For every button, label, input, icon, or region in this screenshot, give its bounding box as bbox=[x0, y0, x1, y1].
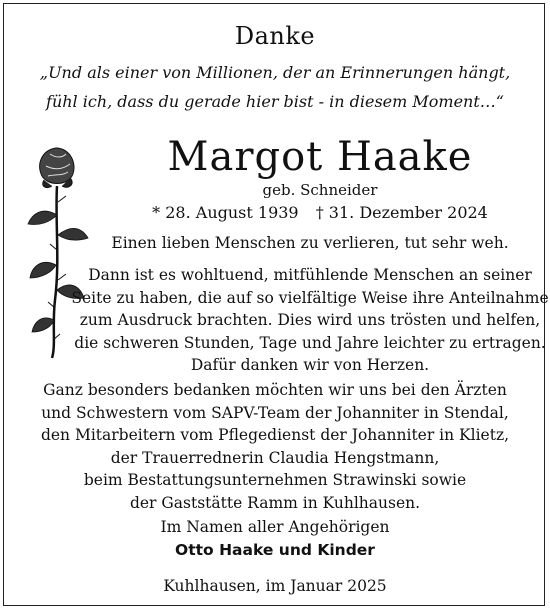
paragraph-2 bbox=[70, 264, 550, 377]
life-dates bbox=[120, 203, 520, 222]
closing-signature: Otto Haake und Kinder bbox=[175, 541, 375, 559]
paragraph-1 bbox=[70, 232, 550, 255]
closing-line-1: Im Namen aller Angehörigen bbox=[160, 518, 390, 536]
text-line: und Schwestern vom SAPV-Team der Johanniter in Stendal, bbox=[41, 403, 509, 422]
text-line: der Trauerrednerin Claudia Hengstmann, bbox=[110, 448, 440, 467]
notice-title: Danke bbox=[234, 22, 316, 50]
text-line: Dann ist es wohltuend, mitfühlende Menschen an seiner bbox=[88, 266, 532, 284]
text-line: die schweren Stunden, Tage und Jahre leichter zu ertragen. bbox=[74, 333, 546, 352]
death-date: † 31. Dezember 2024 bbox=[315, 203, 488, 222]
birth-name: geb. Schneider bbox=[262, 181, 378, 199]
text-line: beim Bestattungsunternehmen Strawinski sowie bbox=[83, 471, 467, 489]
text-line: Einen lieben Menschen zu verlieren, tut sehr weh. bbox=[111, 234, 509, 252]
paragraph-3 bbox=[0, 379, 550, 514]
text-line: zum Ausdruck brachten. Dies wird uns trösten und helfen, bbox=[79, 311, 541, 329]
text-line: Dafür danken wir von Herzen. bbox=[190, 356, 430, 374]
place-date: Kuhlhausen, im Januar 2025 bbox=[163, 577, 387, 595]
text-line: den Mitarbeitern vom Pflegedienst der Johanniter in Klietz, bbox=[40, 426, 510, 444]
text-line: Ganz besonders bedanken möchten wir uns bei den Ärzten bbox=[43, 381, 507, 399]
text-line: Seite zu haben, die auf so vielfältige Weise ihre Anteilnahme bbox=[71, 288, 549, 307]
quote-line-1: „Und als einer von Millionen, der an Erinnerungen hängt, bbox=[39, 63, 511, 82]
quote-line-2: fühl ich, dass du gerade hier bist - in diesem Moment…“ bbox=[46, 92, 504, 111]
birth-date: * 28. August 1939 bbox=[152, 203, 299, 222]
deceased-name: Margot Haake bbox=[167, 134, 473, 180]
text-line: der Gaststätte Ramm in Kuhlhausen. bbox=[129, 493, 421, 512]
